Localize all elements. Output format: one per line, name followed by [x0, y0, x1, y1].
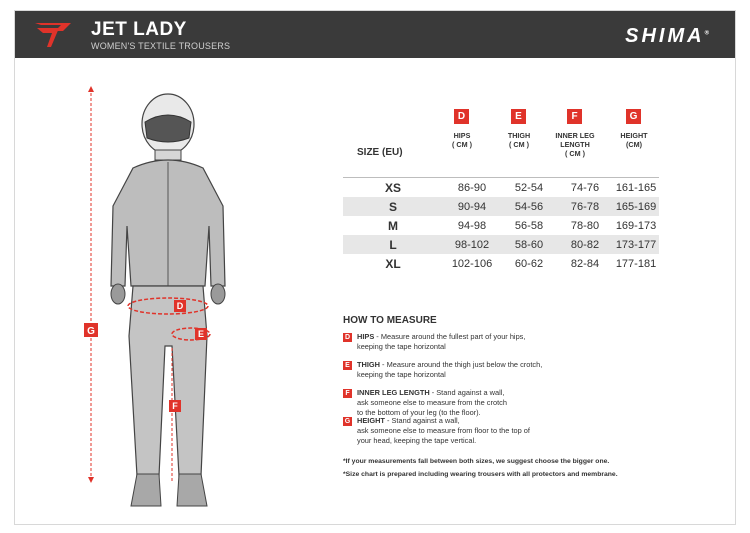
column-header-line: HIPS: [453, 131, 471, 140]
inner-leg-cell: 82-84: [570, 257, 600, 270]
hips-label: D: [176, 301, 184, 311]
measure-badge: E: [343, 361, 352, 370]
measure-line: - Stand against a wall,: [429, 388, 505, 397]
measure-text: [357, 332, 617, 352]
measure-text: [357, 416, 617, 446]
size-cell: XS: [384, 180, 401, 195]
inner-leg-cell: 76-78: [570, 200, 600, 213]
inner-leg-cell: 80-82: [570, 238, 600, 251]
inner-leg-label: F: [172, 401, 178, 411]
thigh-cell: 54-56: [514, 200, 544, 213]
product-title: JET LADY: [91, 19, 187, 40]
height-cell: 165-169: [615, 200, 657, 213]
column-header-line: ( CM ): [452, 140, 472, 149]
size-cell: XL: [385, 256, 401, 271]
thigh-cell: 52-54: [514, 181, 544, 194]
column-header-line: ( CM ): [509, 140, 529, 149]
measure-term: THIGH: [357, 360, 380, 369]
product-subtitle: WOMEN'S TEXTILE TROUSERS: [91, 41, 231, 51]
height-label: G: [87, 326, 95, 337]
table-row: [343, 254, 659, 273]
thigh-cell: 58-60: [514, 238, 544, 251]
column-badge-hips: D: [454, 109, 469, 124]
measure-badge: F: [343, 389, 352, 398]
measure-line: keeping the tape horizontal: [357, 342, 446, 351]
how-to-measure-title: HOW TO MEASURE: [343, 315, 437, 326]
column-header-inner-leg: [549, 131, 601, 158]
column-header-line: HEIGHT: [620, 131, 648, 140]
height-cell: 169-173: [615, 219, 657, 232]
registered-mark: ®: [704, 30, 709, 37]
measure-text: [357, 388, 617, 418]
height-cell: 177-181: [615, 257, 657, 270]
size-column-header: SIZE (EU): [357, 147, 403, 158]
thigh-cell: 60-62: [514, 257, 544, 270]
measure-line: keeping the tape horizontal: [357, 370, 446, 379]
brand-wordmark: [625, 25, 709, 48]
inner-leg-cell: 74-76: [570, 181, 600, 194]
column-badge-inner-leg: F: [567, 109, 582, 124]
column-badge-height: G: [626, 109, 641, 124]
column-badge-thigh: E: [511, 109, 526, 124]
column-header-line: (CM): [626, 140, 642, 149]
size-chart-frame: [14, 10, 736, 525]
height-cell: 161-165: [615, 181, 657, 194]
column-header-line: THIGH: [507, 131, 531, 140]
inner-leg-cell: 78-80: [570, 219, 600, 232]
shima-logo-icon: [33, 19, 73, 49]
measure-term: HIPS: [357, 332, 375, 341]
size-cell: L: [389, 237, 397, 252]
size-cell: M: [388, 218, 398, 233]
column-header-line: LENGTH: [560, 140, 590, 149]
column-header-height: [613, 131, 655, 149]
hips-cell: 90-94: [457, 200, 487, 213]
hips-cell: 94-98: [457, 219, 487, 232]
measure-line: - Stand against a wall,: [384, 416, 460, 425]
measure-badge: D: [344, 334, 351, 341]
measure-line: ask someone else to measure from the crotch: [357, 398, 507, 407]
column-badges: [343, 109, 659, 129]
column-header-line: ( CM ): [565, 149, 585, 158]
measure-text: [357, 360, 617, 380]
measure-line: to the bottom of your leg (to the floor).: [357, 408, 481, 417]
measure-line: your head, keeping the tape vertical.: [357, 436, 477, 445]
measure-badge: G: [344, 418, 351, 425]
woman-figure-illustration: [75, 86, 285, 516]
header-bar: [15, 11, 735, 58]
table-row: [343, 216, 659, 235]
size-rows: [343, 177, 659, 273]
measure-line: - Measure around the thigh just below the crotch,: [380, 360, 543, 369]
thigh-cell: 56-58: [514, 219, 544, 232]
thigh-label: E: [197, 329, 205, 339]
column-header-line: INNER LEG: [555, 131, 595, 140]
sizing-note-protectors: *Size chart is prepared including wearing trousers with all protectors and membrane.: [343, 471, 618, 478]
sizing-note-between-sizes: *If your measurements fall between both sizes, we suggest choose the bigger one.: [343, 458, 610, 465]
measure-line: ask someone else to measure from floor to the top of: [357, 426, 530, 435]
column-header-hips: [442, 131, 482, 149]
measure-term: INNER LEG LENGTH: [357, 388, 430, 397]
measure-line: - Measure around the fullest part of your hips,: [374, 332, 526, 341]
column-header-thigh: [499, 131, 539, 149]
hips-cell: 86-90: [457, 181, 487, 194]
hips-cell: 98-102: [454, 238, 490, 251]
hips-cell: 102-106: [451, 257, 493, 270]
table-row: [343, 178, 659, 197]
height-cell: 173-177: [615, 238, 657, 251]
measure-term: HEIGHT: [357, 416, 385, 425]
table-row: [343, 197, 659, 216]
brand-name: SHIMA: [625, 25, 705, 47]
table-row: [343, 235, 659, 254]
size-cell: S: [388, 199, 397, 214]
